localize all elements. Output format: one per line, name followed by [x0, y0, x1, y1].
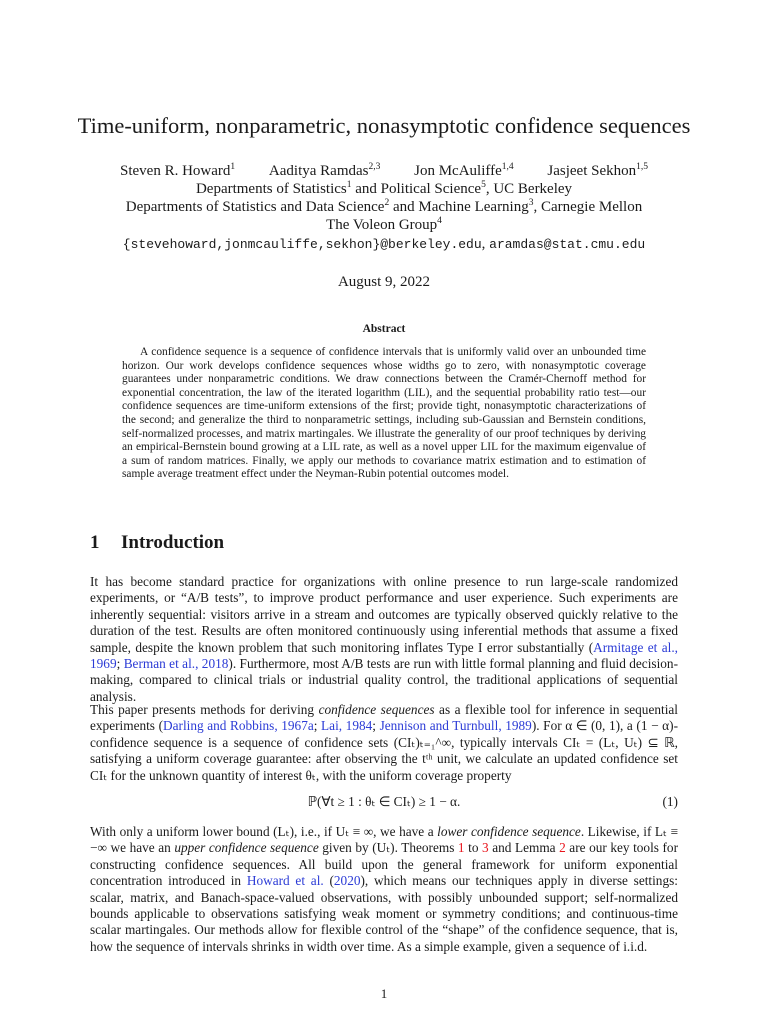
author-name: Aaditya Ramdas	[268, 163, 369, 179]
intro-paragraph-2: This paper presents methods for deriving confidence sequences as a flexible tool for inference in sequential experiments (Darling and Robbins, 1967a; Lai, 1984; Jennison and Turnbull, 1989). For α ∈ (0, 1), a (1 − α)-confidence sequence is a sequence of confidence sets (CIₜ)ₜ₌₁^∞, typically intervals CIₜ = (Lₜ, Uₜ) ⊆ ℝ, satisfying a uniform coverage guarantee: after observing the tᵗʰ unit, we calculate an updated confidence set CIₜ for the unknown quantity of interest θₜ, with the uniform coverage property	[90, 702, 678, 783]
emphasis-term: lower confidence sequence	[437, 824, 581, 839]
intro-paragraph-3: With only a uniform lower bound (Lₜ), i.e., if Uₜ ≡ ∞, we have a lower confidence sequence. Likewise, if Lₜ ≡ −∞ we have an upper confidence sequence given by (Uₜ). Theorems 1 to 3 and Lemma 2 are our key tools for constructing confidence sequences. All build upon the general framework for uniform exponential concentration introduced in Howard et al. (2020), which means our techniques apply in diverse settings: scalar, matrix, and Banach-space-valued observations, with possibly unbounded support; self-normalized bounds applicable to observations satisfying weak moment or symmetry conditions; and continuous-time scalar martingales. Our methods allow for flexible control of the “shape” of the confidence sequence, that is, how the sequence of intervals shrinks in width over time. As a simple example, given a sequence of i.i.d.	[90, 824, 678, 954]
page-number: 1	[380, 986, 388, 1001]
affiliation-line-cmu: Departments of Statistics and Data Science$^2$ and Machine Learning$^3$, Carnegie Mellon	[125, 198, 643, 215]
author	[547, 163, 648, 180]
citation-link[interactable]: Lai, 1984	[321, 718, 373, 734]
abstract-heading: Abstract	[362, 323, 406, 335]
section-number: 1	[90, 532, 100, 553]
intro-paragraph-1: It has become standard practice for organizations with online presence to run large-scale randomized experiments, or “A/B tests”, to improve product performance and user experience. Such experiments are inherently sequential: visitors arrive in a stream and outcomes are typically observed quickly relative to the duration of the test. Results are often monitored continuously using inferential methods that assume a fixed sample, despite the known problem that such monitoring inflates Type I error substantially (Armitage et al., 1969; Berman et al., 2018). Furthermore, most A/B tests are run with little formal planning and fluid decision-making, compared to clinical trials or industrial quality control, the traditional applications of sequential analysis.	[90, 574, 679, 704]
author-affiliation-mark: 1,4	[501, 162, 514, 172]
author-affiliation-mark: 1,5	[636, 162, 648, 172]
citation-link[interactable]: Jennison and Turnbull, 1989	[379, 718, 532, 734]
equation-1	[90, 794, 678, 812]
email-berkeley: {stevehoward,jonmcauliffe,sekhon}@berkeley.edu	[122, 237, 482, 252]
theorem-ref-link[interactable]: 1	[457, 840, 465, 856]
theorem-ref-link[interactable]: 3	[482, 840, 489, 856]
citation-link[interactable]: Armitage et al., 1969	[90, 639, 679, 672]
equation-number: (1)	[662, 794, 678, 809]
paper-date: August 9, 2022	[337, 274, 431, 290]
affiliation-line-voleon: The Voleon Group$^4$	[326, 216, 442, 233]
emphasis-term: confidence sequences	[318, 702, 435, 717]
author-emails: {stevehoward,jonmcauliffe,sekhon}@berkeley.edu, aramdas@stat.cmu.edu	[122, 236, 646, 252]
abstract-body	[122, 346, 646, 482]
equation-formula: ℙ(∀t ≥ 1 : θₜ ∈ CIₜ) ≥ 1 − α.	[307, 794, 461, 809]
citation-link[interactable]: Howard et al.	[246, 873, 324, 889]
author-name: Steven R. Howard	[120, 163, 231, 179]
author-affiliation-mark: 2,3	[368, 162, 381, 172]
author-name: Jasjeet Sekhon	[547, 163, 637, 179]
citation-link[interactable]: Berman et al., 2018	[123, 656, 229, 672]
affiliation-line-berkeley: Departments of Statistics$^1$ and Political Science$^5$, UC Berkeley	[195, 180, 573, 197]
abstract-text: A confidence sequence is a sequence of confidence intervals that is uniformly valid over an unbounded time horizon. Our work develops confidence sequences whose widths go to zero, with nonasymptotic coverage guarantees under nonparametric conditions. We draw connections between the Cramér-Chernoff method for exponential concentration, the law of the iterated logarithm (LIL), and the sequential probability ratio test—our confidence sequences are time-uniform extensions of the first; provide tight, nonasymptotic characterizations of the second; and generalize the third to nonparametric settings, including sub-Gaussian and Bernstein conditions, self-normalized processes, and matrix martingales. We illustrate the generality of our proof techniques by deriving an empirical-Bernstein bound growing at a LIL rate, as well as a novel upper LIL for the maximum eigenvalue of a sum of random matrices. Finally, we apply our methods to covariance matrix estimation and to estimation of sample average treatment effect under the Neyman-Rubin potential outcomes model.	[122, 346, 646, 481]
author	[414, 163, 514, 180]
author	[269, 163, 380, 180]
section-title: Introduction	[121, 532, 225, 553]
author	[120, 163, 235, 180]
author-affiliation-mark: 1	[230, 162, 236, 172]
citation-link[interactable]: 2020	[333, 873, 361, 889]
author-name: Jon McAuliffe	[414, 163, 502, 179]
paper-title: Time-uniform, nonparametric, nonasymptotic confidence sequences	[77, 113, 691, 138]
section-heading	[90, 532, 224, 554]
email-cmu: aramdas@stat.cmu.edu	[489, 237, 646, 252]
citation-link[interactable]: Darling and Robbins, 1967a	[163, 718, 314, 734]
lemma-ref-link[interactable]: 2	[559, 840, 566, 856]
emphasis-term: upper confidence sequence	[174, 840, 319, 856]
author-list	[0, 163, 768, 180]
